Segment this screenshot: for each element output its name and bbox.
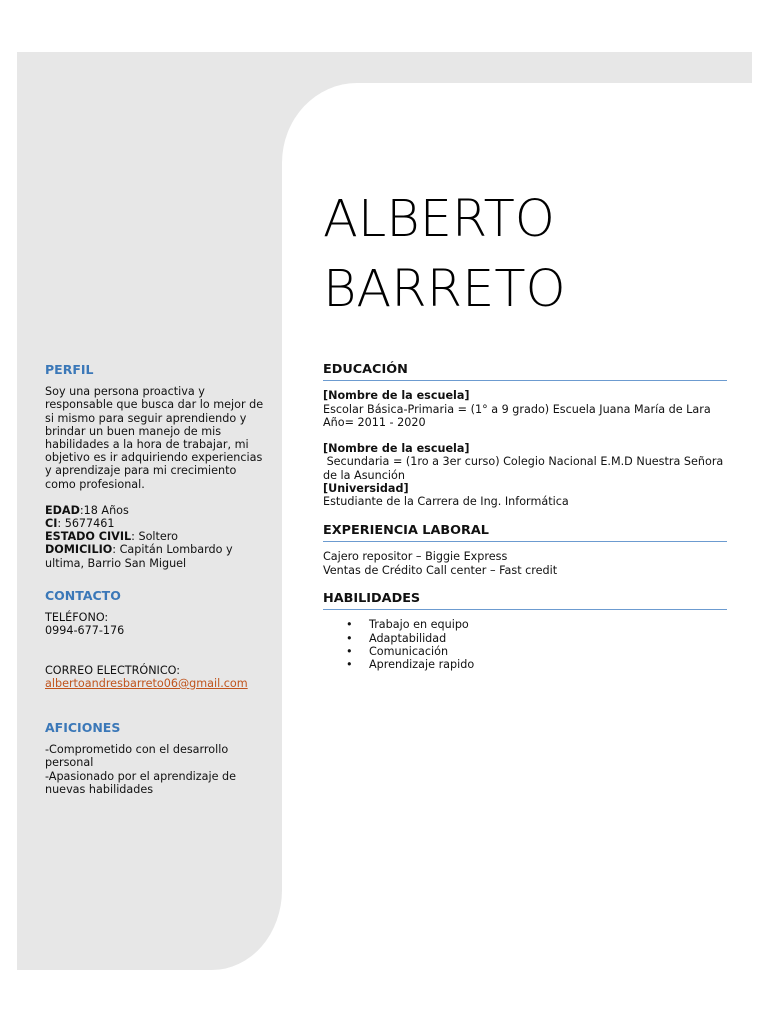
contacto-section xyxy=(45,589,265,690)
edu-line: Estudiante de la Carrera de Ing. Informática xyxy=(323,495,569,509)
edad-label: EDAD xyxy=(45,503,80,517)
email-label: CORREO ELECTRÓNICO: xyxy=(45,663,181,677)
aficion-item: -Comprometido con el desarrollo personal xyxy=(45,743,229,770)
first-name: ALBERTO xyxy=(323,190,555,249)
email-line xyxy=(45,677,265,690)
experiencia-line: Cajero repositor – Biggie Express xyxy=(323,550,508,564)
estado-value: : Soltero xyxy=(131,530,178,544)
edu-title: [Universidad] xyxy=(323,482,409,496)
aficiones-heading: AFICIONES xyxy=(45,720,121,735)
experiencia-line: Ventas de Crédito Call center – Fast credit xyxy=(323,563,558,577)
edu-entry xyxy=(323,482,727,509)
contacto-heading: CONTACTO xyxy=(45,588,121,603)
educacion-section xyxy=(323,363,727,509)
perfil-section xyxy=(45,363,265,570)
ci-label: CI xyxy=(45,517,58,531)
email-link[interactable]: albertoandresbarreto06@gmail.com xyxy=(45,676,248,690)
habilidades-heading: HABILIDADES xyxy=(323,592,727,610)
educacion-heading: EDUCACIÓN xyxy=(323,363,727,381)
phone-label: TELÉFONO: xyxy=(45,611,109,625)
skill-item: • Trabajo en equipo xyxy=(323,618,727,631)
edu-title: [Nombre de la escuela] xyxy=(323,389,470,403)
edu-line: Escolar Básica-Primaria = (1° a 9 grado) Escuela Juana María de Lara xyxy=(323,402,711,416)
domicilio-label: DOMICILIO xyxy=(45,543,113,557)
aficiones-section xyxy=(45,721,265,796)
experiencia-heading: EXPERIENCIA LABORAL xyxy=(323,524,727,542)
skill-item: • Adaptabilidad xyxy=(323,632,727,645)
phone-value: 0994-677-176 xyxy=(45,624,125,638)
edu-title: [Nombre de la escuela] xyxy=(323,442,470,456)
edu-entry xyxy=(323,442,727,482)
ci-value: : 5677461 xyxy=(57,517,115,531)
aficion-item: -Apasionado por el aprendizaje de nuevas habilidades xyxy=(45,769,237,796)
edad-line xyxy=(45,504,265,517)
last-name: BARRETO xyxy=(323,260,566,319)
edu-line: Año= 2011 - 2020 xyxy=(323,415,426,429)
habilidades-section xyxy=(323,592,727,671)
edu-line: Secundaria = (1ro a 3er curso) Colegio Nacional E.M.D Nuestra Señora de la Asunción xyxy=(323,455,727,482)
perfil-text: Soy una persona proactiva y responsable que busca dar lo mejor de si mismo para seguir aprendiendo y brindar un buen manejo de mis habilidades a la hora de trabajar, mi objetivo es ir adquiriendo experiencias y aprendizaje para mi crecimiento como profesional. xyxy=(45,385,264,491)
domicilio-line xyxy=(45,543,265,569)
ci-line xyxy=(45,517,265,530)
edad-value: :18 Años xyxy=(79,503,129,517)
skill-item: • Aprendizaje rapido xyxy=(323,658,727,671)
skills-list xyxy=(323,618,727,671)
estado-label: ESTADO CIVIL xyxy=(45,530,132,544)
domicilio-value: : Capitán Lombardo y ultima, Barrio San Miguel xyxy=(45,543,233,570)
skill-item: • Comunicación xyxy=(323,645,727,658)
edu-entry xyxy=(323,389,727,429)
experiencia-section xyxy=(323,524,727,577)
estado-line xyxy=(45,530,265,543)
candidate-name xyxy=(323,185,566,325)
perfil-heading: PERFIL xyxy=(45,362,94,377)
